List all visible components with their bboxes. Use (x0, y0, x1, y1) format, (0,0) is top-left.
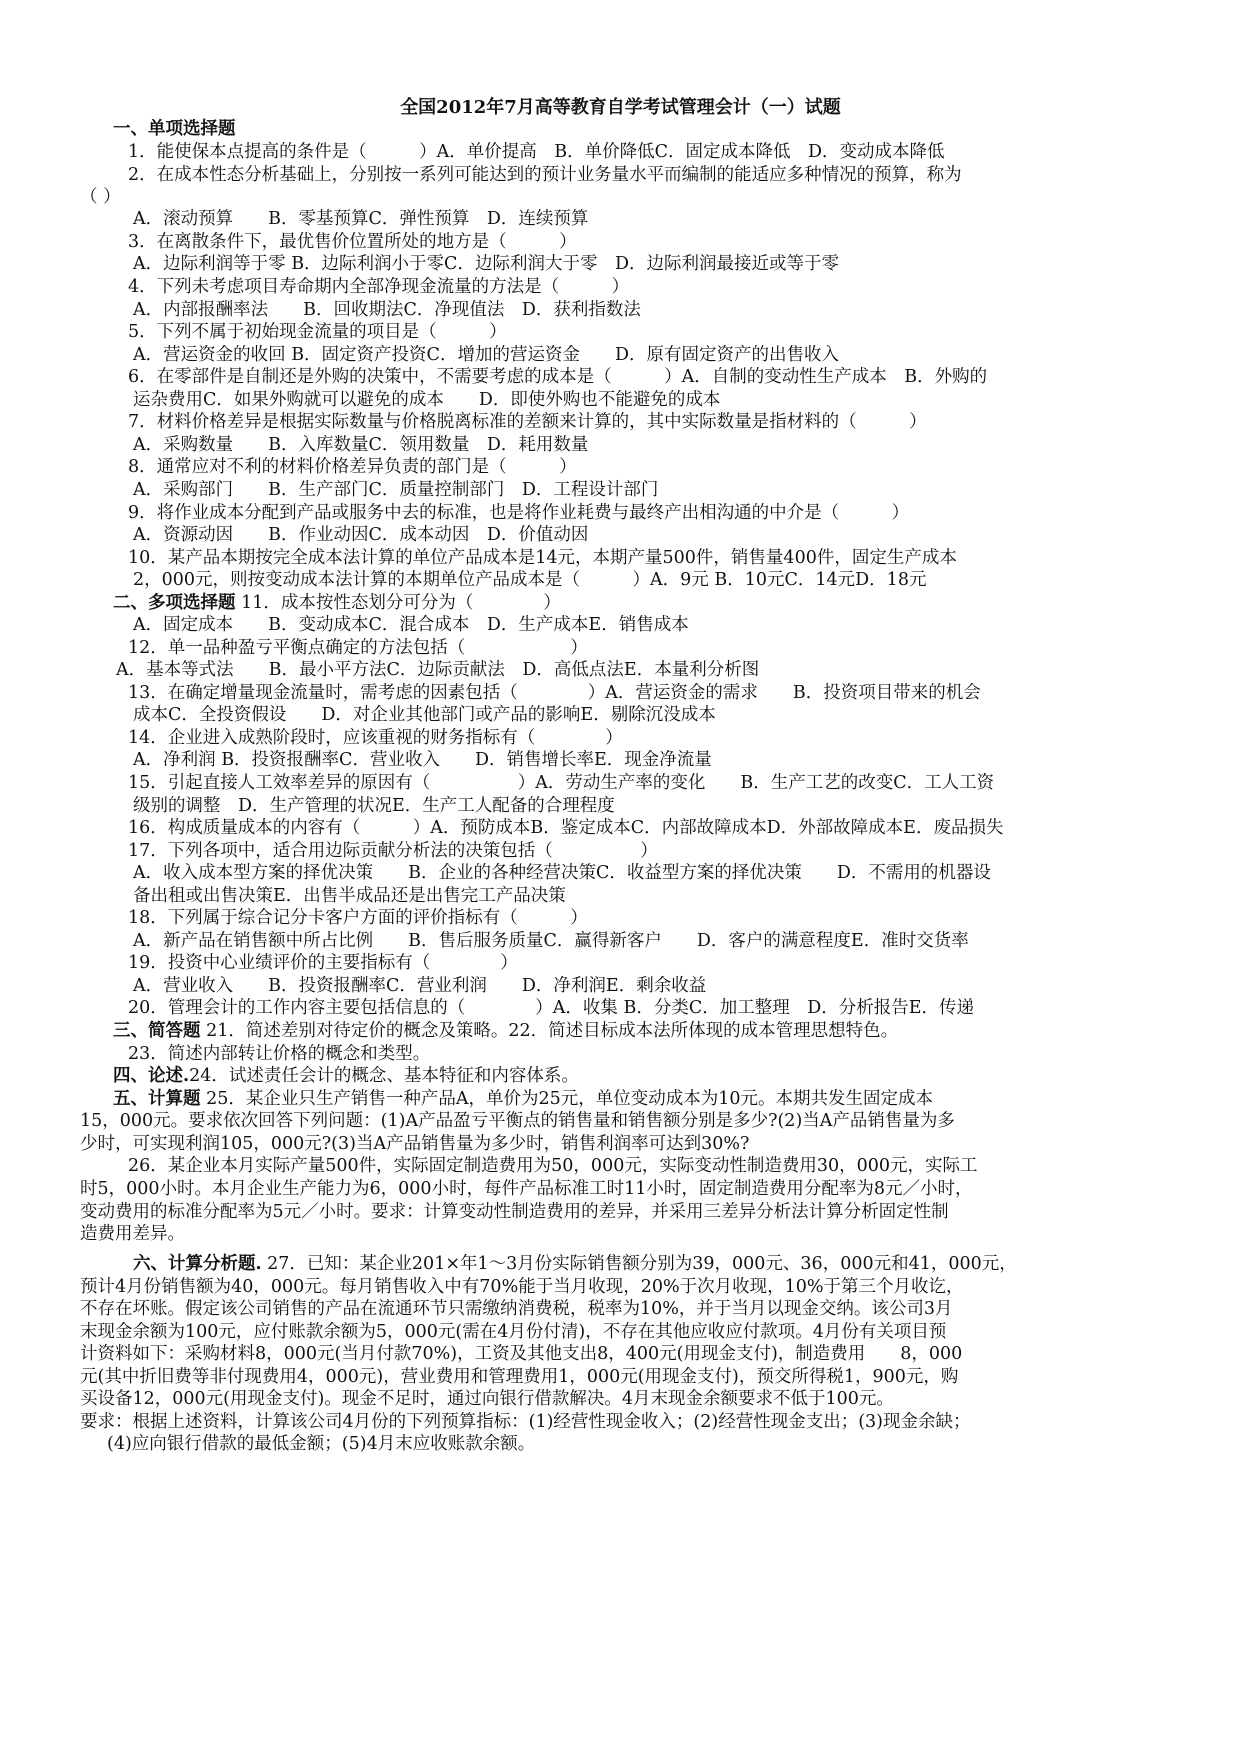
text-line: A．资源动因 B．作业动因C．成本动因 D．价值动因 (133, 525, 589, 545)
section-heading: 六、计算分析题. (133, 1254, 262, 1274)
text-line: A．滚动预算 B．零基预算C．弹性预算 D．连续预算 (133, 209, 589, 229)
text-line: 成本C．全投资假设 D．对企业其他部门或产品的影响E．剔除沉没成本 (133, 705, 716, 725)
text-line: 元(其中折旧费等非付现费用4，000元)，营业费用和管理费用1，000元(用现金支付)，预交所得税1，900元，购 (80, 1367, 959, 1387)
text-line: 15，000元。要求依次回答下列问题：(1)A产品盈亏平衡点的销售量和销售额分别是多少?(2)当A产品销售量为多 (80, 1111, 955, 1131)
text-line: 末现金余额为100元，应付账款余额为5，000元(需在4月份付清)，不存在其他应收应付款项。4月份有关项目预 (80, 1322, 947, 1342)
text-line: 9．将作业成本分配到产品或服务中去的标准，也是将作业耗费与最终产出相沟通的中介是（ ） (128, 503, 910, 523)
text-line: 预计4月份销售额为40，000元。每月销售收入中有70%能于当月收现，20%于次月收现，10%于第三个月收讫， (80, 1277, 964, 1297)
text-line: 要求：根据上述资料，计算该公司4月份的下列预算指标：(1)经营性现金收入；(2)经营性现金支出；(3)现金余缺； (80, 1412, 971, 1432)
text-line: 3．在离散条件下，最优售价位置所处的地方是（ ） (128, 232, 577, 252)
text-line: 2，000元，则按变动成本法计算的本期单位产品成本是（ ）A．9元 B．10元C．14元D．18元 (133, 570, 927, 590)
text-line: 不存在坏账。假定该公司销售的产品在流通环节只需缴纳消费税，税率为10%，并于当月以现金交纳。该公司3月 (80, 1299, 953, 1319)
page-title: 全国2012年7月高等教育自学考试管理会计（一）试题 (400, 97, 841, 118)
text-line: 变动费用的标准分配率为5元／小时。要求：计算变动性制造费用的差异，并采用三差异分析法计算分析固定性制 (80, 1202, 949, 1222)
text-line: A．营业收入 B．投资报酬率C．营业利润 D．净利润E．剩余收益 (133, 976, 707, 996)
text-line: 4．下列未考虑项目寿命期内全部净现金流量的方法是（ ） (128, 277, 630, 297)
text-line: 13．在确定增量现金流量时，需考虑的因素包括（ ）A．营运资金的需求 B．投资项目带来的机会 (128, 683, 981, 703)
text-line: 18．下列属于综合记分卡客户方面的评价指标有（ ） (128, 908, 588, 928)
text-line: 四、论述.24．试述责任会计的概念、基本特征和内容体系。 (113, 1066, 579, 1086)
text-line: 少时，可实现利润105，000元?(3)当A产品销售量为多少时，销售利润率可达到30%? (80, 1134, 750, 1154)
text-line: 2．在成本性态分析基础上，分别按一系列可能达到的预计业务量水平而编制的能适应多种情况的预算，称为 (128, 165, 962, 185)
text-line: A．基本等式法 B．最小平方法C．边际贡献法 D．高低点法E．本量利分析图 (116, 660, 760, 680)
text-line: 一、单项选择题 (113, 119, 236, 139)
text-line: A．边际利润等于零 B．边际利润小于零C．边际利润大于零 D．边际利润最接近或等于零 (133, 254, 839, 274)
text-line: 三、简答题 21．简述差别对待定价的概念及策略。22．简述目标成本法所体现的成本管理思想特色。 (113, 1021, 899, 1041)
text-line: 19．投资中心业绩评价的主要指标有（ ） (128, 953, 518, 973)
text-line: 10．某产品本期按完全成本法计算的单位产品成本是14元，本期产量500件，销售量400件，固定生产成本 (128, 548, 957, 568)
text-line: 14．企业进入成熟阶段时，应该重视的财务指标有（ ） (128, 728, 623, 748)
text-line: 6．在零部件是自制还是外购的决策中，不需要考虑的成本是（ ）A．自制的变动性生产成本 B．外购的 (128, 367, 988, 387)
text-line: 15．引起直接人工效率差异的原因有（ ）A．劳动生产率的变化 B．生产工艺的改变C．工人工资 (128, 773, 995, 793)
text-line: 二、多项选择题 11．成本按性态划分可分为（ ） (113, 593, 561, 613)
text-line: 12．单一品种盈亏平衡点确定的方法包括（ ） (128, 638, 588, 658)
text-line: 20．管理会计的工作内容主要包括信息的（ ）A．收集 B．分类C．加工整理 D．分析报告E．传递 (128, 998, 975, 1018)
text-line: A．净利润 B．投资报酬率C．营业收入 D．销售增长率E．现金净流量 (133, 750, 712, 770)
text-line: (4)应向银行借款的最低金额；(5)4月末应收账款余额。 (107, 1434, 536, 1454)
text-line: A．内部报酬率法 B．回收期法C．净现值法 D．获利指数法 (133, 300, 641, 320)
text-line: 1．能使保本点提高的条件是（ ）A．单价提高 B．单价降低C．固定成本降低 D．变动成本降低 (128, 142, 945, 162)
section-heading: 二、多项选择题 (113, 593, 236, 613)
text-line: A．采购数量 B．入库数量C．领用数量 D．耗用数量 (133, 435, 589, 455)
text-line: A．新产品在销售额中所占比例 B．售后服务质量C．赢得新客户 D．客户的满意程度E．准时交货率 (133, 931, 969, 951)
text-line: 买设备12，000元(用现金支付)。现金不足时，通过向银行借款解决。4月末现金余额要求不低于100元。 (80, 1389, 894, 1409)
text-line: （ ） (80, 187, 121, 207)
text-line: 23．简述内部转让价格的概念和类型。 (128, 1044, 431, 1064)
text-line: A．采购部门 B．生产部门C．质量控制部门 D．工程设计部门 (133, 480, 659, 500)
text-line: 17．下列各项中，适合用边际贡献分析法的决策包括（ ） (128, 841, 658, 861)
text-line: 运杂费用C．如果外购就可以避免的成本 D．即使外购也不能避免的成本 (133, 390, 721, 410)
section-heading: 三、简答题 (113, 1021, 201, 1041)
text-line: 5．下列不属于初始现金流量的项目是（ ） (128, 322, 507, 342)
text-line: 8．通常应对不利的材料价格差异负责的部门是（ ） (128, 457, 577, 477)
text-line: 五、计算题 25．某企业只生产销售一种产品A，单价为25元，单位变动成本为10元。本期共发生固定成本 (113, 1089, 934, 1109)
text-line: 级别的调整 D．生产管理的状况E．生产工人配备的合理程度 (133, 796, 615, 816)
text-line: A．收入成本型方案的择优决策 B．企业的各种经营决策C．收益型方案的择优决策 D．不需用的机器设 (133, 863, 991, 883)
text-line: 备出租或出售决策E．出售半成品还是出售完工产品决策 (133, 886, 566, 906)
text-line: 造费用差异。 (80, 1224, 185, 1244)
section-heading: 五、计算题 (113, 1089, 201, 1109)
text-line: A．营运资金的收回 B．固定资产投资C．增加的营运资金 D．原有固定资产的出售收入 (133, 345, 839, 365)
section-heading: 四、论述. (113, 1066, 190, 1086)
text-line: 计资料如下：采购材料8，000元(当月付款70%)，工资及其他支出8，400元(用现金支付)，制造费用 8，000 (80, 1344, 963, 1364)
text-line: 六、计算分析题. 27．已知：某企业201×年1～3月份实际销售额分别为39，000元、36，000元和41，000元， (133, 1254, 1017, 1274)
text-line: 时5，000小时。本月企业生产能力为6，000小时，每件产品标准工时11小时，固定制造费用分配率为8元／小时， (80, 1179, 973, 1199)
text-line: 7．材料价格差异是根据实际数量与价格脱离标准的差额来计算的，其中实际数量是指材料的（ ） (128, 412, 927, 432)
text-line: 16．构成质量成本的内容有（ ）A．预防成本B．鉴定成本C．内部故障成本D．外部故障成本E．废品损失 (128, 818, 1004, 838)
text-line: 26．某企业本月实际产量500件，实际固定制造费用为50，000元，实际变动性制造费用30，000元，实际工 (128, 1156, 978, 1176)
text-line: A．固定成本 B．变动成本C．混合成本 D．生产成本E．销售成本 (133, 615, 689, 635)
